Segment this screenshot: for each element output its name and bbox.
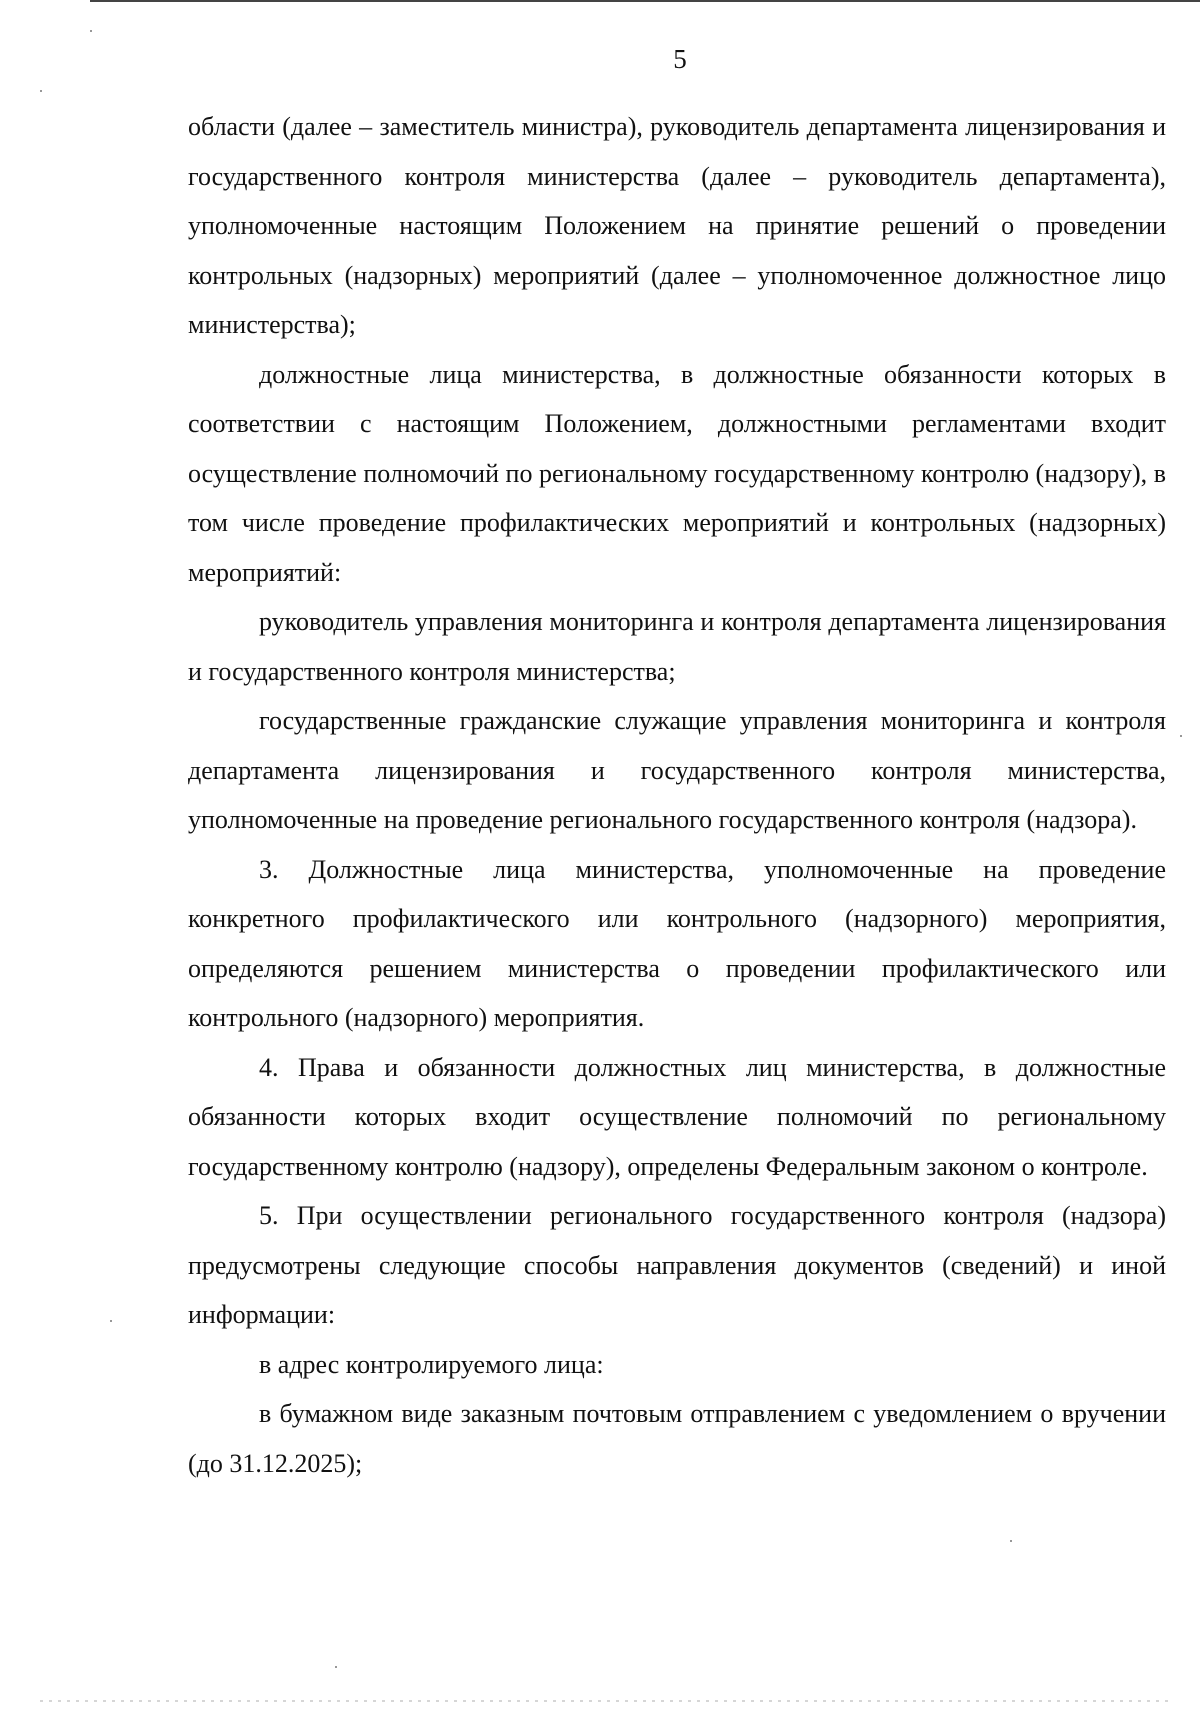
scan-speck	[110, 1320, 112, 1322]
page-number: 5	[673, 44, 687, 74]
scan-speck	[1180, 735, 1182, 737]
paragraph-5: 3. Должностные лица министерства, уполномоченные на проведение конкретного профилактического или контрольного (надзорного) мероприятия, определяются решением министерства о проведении профилактического или контрольного (надзорного) мероприятия.	[188, 854, 1166, 1032]
scan-speck	[1010, 1540, 1012, 1542]
paragraph-8: в адрес контролируемого лица:	[259, 1349, 604, 1379]
document-body	[188, 102, 1166, 1488]
paragraph-9: в бумажном виде заказным почтовым отправлением с уведомлением о вручении (до 31.12.2025);	[188, 1399, 1166, 1478]
paragraph-7: 5. При осуществлении регионального государственного контроля (надзора) предусмотрены следующие способы направления документов (сведений) и иной информации:	[188, 1201, 1166, 1329]
paragraph-1: области (далее – заместитель министра), руководитель департамента лицензирования и государственного контроля министерства (далее – руководитель департамента), уполномоченные настоящим Положением на принятие решений о проведении контрольных (надзорных) мероприятий (далее – уполномоченное должностное лицо министерства);	[188, 112, 1166, 339]
scan-speck	[335, 1666, 337, 1668]
scan-speck	[40, 90, 42, 92]
paragraph-6: 4. Права и обязанности должностных лиц министерства, в должностные обязанности которых входит осуществление полномочий по региональному государственному контролю (надзору), определены Федеральным законом о контроле.	[188, 1052, 1166, 1181]
scan-top-edge	[90, 0, 1200, 2]
paragraph-4: государственные гражданские служащие управления мониторинга и контроля департамента лицензирования и государственного контроля министерства, уполномоченные на проведение регионального государственного контроля (надзора).	[188, 706, 1166, 834]
scan-bottom-noise	[40, 1700, 1170, 1702]
scan-speck	[90, 30, 92, 32]
paragraph-2: должностные лица министерства, в должностные обязанности которых в соответствии с настоящим Положением, должностными регламентами входит осуществление полномочий по региональному государственному контролю (надзору), в том числе проведение профилактических мероприятий и контрольных (надзорных) мероприятий:	[188, 359, 1166, 587]
paragraph-3: руководитель управления мониторинга и контроля департамента лицензирования и государственного контроля министерства;	[188, 607, 1166, 686]
